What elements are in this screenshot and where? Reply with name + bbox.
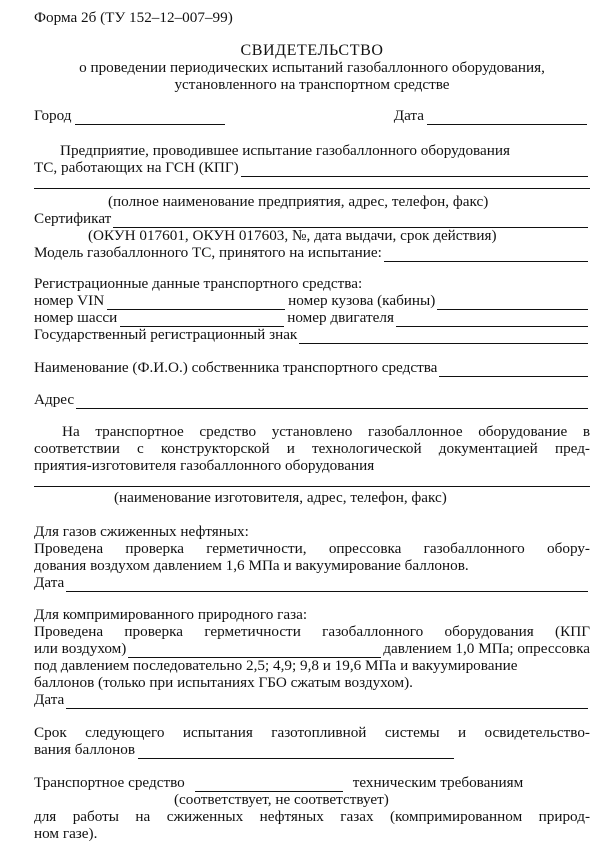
cng-heading: Для компримированного природного газа:: [34, 606, 308, 623]
document-title: СВИДЕТЕЛЬСТВО: [240, 42, 384, 59]
chassis-label: номер шасси: [34, 309, 118, 326]
lpg-date-row: [34, 574, 590, 592]
vehicle-label: Транспортное средство: [34, 774, 185, 791]
installed-line-1: На транспортное средство установлено газобаллонное оборудование в: [62, 423, 590, 440]
next-test-line-1: Срок следующего испытания газотопливной системы и освидетельство-: [34, 724, 590, 741]
document-subtitle-line-2: установленного на транспортном средстве: [174, 76, 450, 93]
city-label: Город: [34, 107, 72, 124]
cng-pressure-field[interactable]: [128, 644, 381, 658]
chassis-field[interactable]: [120, 313, 284, 327]
owner-row: [34, 359, 590, 377]
compliance-row: [34, 774, 590, 792]
enterprise-hint: (полное наименование предприятия, адрес, телефон, факс): [108, 193, 489, 210]
lpg-date-label: Дата: [34, 574, 65, 591]
lpg-heading: Для газов сжиженных нефтяных:: [34, 523, 249, 540]
document-subtitle-line-1: о проведении периодических испытаний газобаллонного оборудования,: [79, 59, 545, 76]
certificate-hint: (ОКУН 017601, ОКУН 017603, №, дата выдачи, срок действия): [88, 227, 497, 244]
cng-date-field[interactable]: [66, 695, 588, 709]
lpg-line-1: Проведена проверка герметичности, опрессовка газобаллонного обору-: [34, 540, 590, 557]
state-registration-row: [34, 326, 590, 344]
final-line-1: для работы на сжиженных нефтяных газах (компримированном природ-: [34, 808, 590, 825]
engine-number-field[interactable]: [396, 313, 588, 327]
enterprise-line-2: [34, 159, 590, 177]
tech-requirements-label: техническим требованиям: [352, 774, 524, 791]
model-label: Модель газобаллонного ТС, принятого на испытание:: [34, 244, 382, 261]
vin-label: номер VIN: [34, 292, 105, 309]
enterprise-label: ТС, работающих на ГСН (КПГ): [34, 159, 239, 176]
certificate-field[interactable]: [113, 214, 588, 228]
cng-line-3: под давлением последовательно 2,5; 4,9; 9,8 и 19,6 МПа и вакуумирование: [34, 657, 518, 674]
chassis-engine-row: [34, 309, 590, 327]
vin-body-row: [34, 292, 590, 310]
next-test-row: [34, 741, 590, 759]
cng-line-2: [34, 640, 590, 658]
registration-data-heading: Регистрационные данные транспортного средства:: [34, 275, 363, 292]
address-row: [34, 391, 590, 409]
model-row: [34, 244, 590, 262]
cng-pressure-text: давлением 1,0 МПа; опрессовка: [383, 640, 590, 657]
manufacturer-hint: (наименование изготовителя, адрес, телефон, факс): [114, 489, 447, 506]
next-test-field[interactable]: [138, 745, 454, 759]
date-field[interactable]: [427, 111, 587, 125]
cng-date-row: [34, 691, 590, 709]
address-label: Адрес: [34, 391, 75, 408]
form-code: Форма 2б (ТУ 152–12–007–99): [34, 9, 233, 26]
manufacturer-field[interactable]: [34, 486, 590, 487]
vin-field[interactable]: [107, 296, 285, 310]
certificate-label: Сертификат: [34, 210, 112, 227]
final-line-2: ном газе).: [34, 825, 98, 842]
cng-line-1: Проведена проверка герметичности газобаллонного оборудования (КПГ: [34, 623, 590, 640]
body-number-label: номер кузова (кабины): [288, 292, 436, 309]
body-number-field[interactable]: [437, 296, 588, 310]
certificate-row: [34, 210, 590, 228]
next-test-label: вания баллонов: [34, 741, 135, 758]
cng-date-label: Дата: [34, 691, 65, 708]
state-registration-field[interactable]: [299, 330, 588, 344]
installed-line-3: приятия-изготовителя газобаллонного оборудования: [34, 457, 375, 474]
owner-field[interactable]: [439, 363, 588, 377]
enterprise-line-1: Предприятие, проводившее испытание газобаллонного оборудования: [60, 142, 510, 159]
model-field[interactable]: [384, 248, 588, 262]
enterprise-field-2[interactable]: [34, 188, 590, 189]
compliance-hint: (соответствует, не соответствует): [174, 791, 389, 808]
compliance-field[interactable]: [195, 778, 343, 792]
installed-line-2: соответствии с конструкторской и технологической документацией пред-: [34, 440, 590, 457]
date-label: Дата: [393, 107, 424, 124]
city-date-row: [34, 107, 590, 125]
state-registration-label: Государственный регистрационный знак: [34, 326, 298, 343]
lpg-line-2: дования воздухом давлением 1,6 МПа и вакуумирование баллонов.: [34, 557, 469, 574]
owner-label: Наименование (Ф.И.О.) собственника транспортного средства: [34, 359, 438, 376]
engine-number-label: номер двигателя: [287, 309, 394, 326]
address-field[interactable]: [76, 395, 588, 409]
cng-air-label: или воздухом): [34, 640, 127, 657]
city-field[interactable]: [75, 111, 225, 125]
enterprise-field[interactable]: [241, 163, 588, 177]
cng-line-4: баллонов (только при испытаниях ГБО сжатым воздухом).: [34, 674, 413, 691]
lpg-date-field[interactable]: [66, 578, 588, 592]
